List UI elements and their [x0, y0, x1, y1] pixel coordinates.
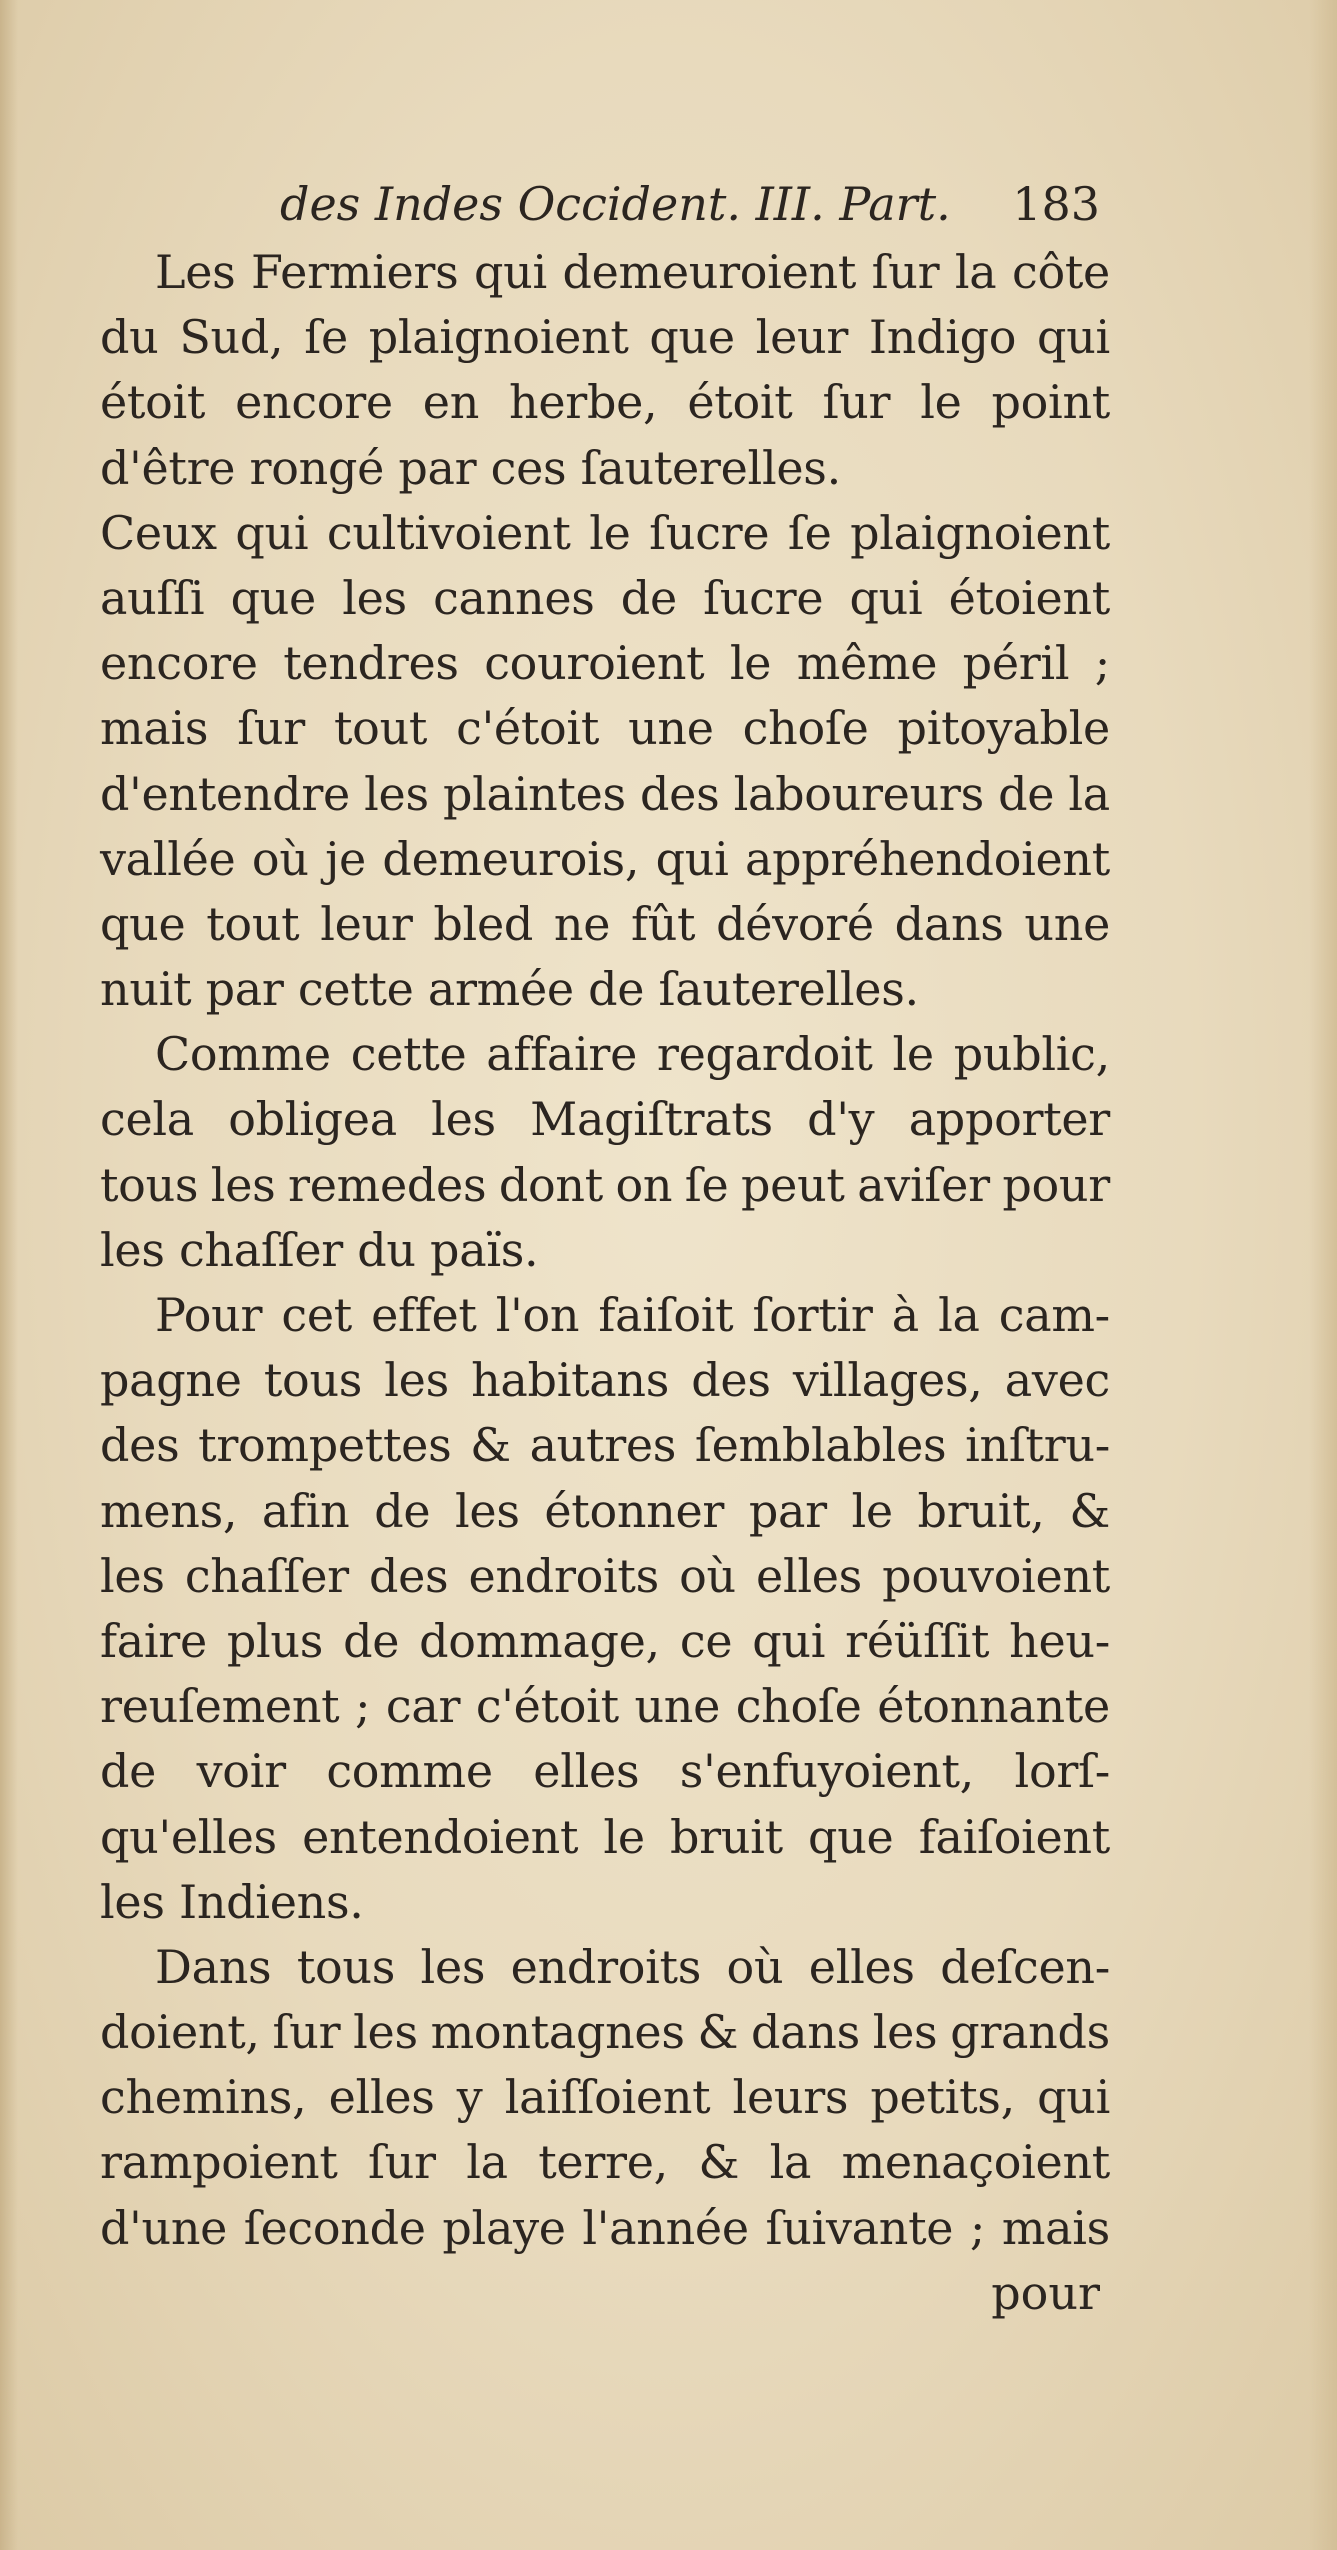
word: Ceux — [100, 505, 217, 560]
word: dommage, — [419, 1613, 660, 1668]
word: elles — [533, 1744, 640, 1799]
word: où — [726, 1939, 784, 1994]
word: endroits — [468, 1548, 659, 1603]
text-line — [100, 1609, 1110, 1674]
word: peut — [741, 1157, 845, 1212]
word: que — [649, 310, 735, 365]
word: Pour — [155, 1288, 263, 1342]
word: d'y — [807, 1092, 875, 1147]
word: Dans — [155, 1939, 272, 1994]
running-head — [100, 168, 1110, 240]
catchword — [100, 2261, 1110, 2326]
word: chemins, — [100, 2070, 307, 2125]
text-line — [100, 1479, 1110, 1544]
word: les — [100, 1548, 165, 1603]
word: elles — [328, 2070, 435, 2125]
word: qui — [1037, 310, 1110, 365]
word: grands — [950, 2005, 1110, 2060]
text-line: nuit par cette armée de ſauterelles. — [100, 962, 919, 1017]
word: afin — [261, 1483, 350, 1538]
word: laiſſoient — [504, 2070, 711, 2125]
word: ſeconde — [243, 2200, 426, 2255]
word: cette — [350, 1027, 467, 1082]
word: herbe, — [509, 375, 658, 430]
word: apporter — [908, 1092, 1110, 1147]
text-line — [100, 566, 1110, 631]
word: ſur — [822, 375, 891, 430]
word: ; — [1094, 636, 1110, 691]
word: dévoré — [716, 896, 874, 951]
word: entendoient — [302, 1809, 579, 1864]
body-text — [100, 240, 1110, 2261]
text-line — [100, 1544, 1110, 1609]
word: plaintes — [442, 766, 626, 821]
word: ne — [553, 896, 611, 951]
word: le — [589, 505, 631, 560]
word: ſucre — [703, 570, 824, 625]
word: péril — [962, 636, 1070, 691]
word: de — [998, 766, 1055, 821]
word: mais — [100, 701, 209, 756]
word: point — [991, 375, 1110, 430]
word: tout — [333, 701, 428, 756]
text-line — [100, 2000, 1110, 2065]
word: étoit — [687, 375, 793, 430]
word: Les — [155, 245, 236, 299]
word: affaire — [486, 1027, 638, 1082]
word: le — [892, 1027, 934, 1082]
word: on — [615, 1157, 673, 1212]
word: demeurois, — [382, 831, 640, 886]
word: mens, — [100, 1483, 238, 1538]
word: étonnante — [877, 1679, 1110, 1734]
text-line — [100, 1348, 1110, 1413]
word: ; — [355, 1679, 371, 1734]
word: bruit — [670, 1809, 783, 1864]
page-edge-left — [0, 0, 18, 2550]
word: encore — [235, 375, 393, 430]
word: auſſi — [100, 570, 205, 625]
word: qu'elles — [100, 1809, 277, 1864]
word: Indigo — [868, 310, 1017, 365]
word: d'entendre — [100, 766, 350, 821]
text-line: les Indiens. — [100, 1874, 364, 1929]
word: ſortir — [752, 1288, 873, 1342]
word: de — [620, 570, 677, 625]
word: & — [698, 2135, 740, 2190]
running-head-title: des Indes Occident. III. Part. — [280, 177, 951, 231]
word: avec — [1004, 1353, 1110, 1408]
word: mais — [1001, 2200, 1110, 2255]
catchword-text: pour — [991, 2265, 1100, 2320]
word: d'une — [100, 2200, 228, 2255]
word: la — [1068, 766, 1110, 821]
word: ſe — [304, 310, 348, 365]
word: tendres — [283, 636, 459, 691]
word: ſur — [237, 701, 305, 756]
word: montagnes — [430, 2005, 685, 2060]
word: dont — [498, 1157, 603, 1212]
word: où — [679, 1548, 736, 1603]
word: obligea — [228, 1092, 397, 1147]
word: les — [431, 1092, 496, 1147]
word: ſe — [787, 505, 832, 560]
word: faiſoit — [598, 1288, 734, 1342]
word: aviſer — [857, 1157, 990, 1212]
word: plaignoient — [850, 505, 1110, 560]
word: endroits — [510, 1939, 702, 1994]
word: dans — [750, 2005, 860, 2060]
word: leurs — [732, 2070, 849, 2125]
word: car — [385, 1679, 461, 1734]
page-number: 183 — [1012, 177, 1100, 231]
word: faiſoient — [918, 1809, 1110, 1864]
text-line — [100, 240, 1110, 305]
word: Comme — [155, 1027, 331, 1082]
word: elles — [808, 1939, 915, 1994]
word: tout — [206, 896, 300, 951]
word: qui — [1037, 2070, 1110, 2125]
text-line — [100, 2196, 1110, 2261]
word: couroient — [484, 636, 705, 691]
word: en — [422, 375, 480, 430]
text-line — [100, 1935, 1110, 2000]
text-line — [100, 631, 1110, 696]
word: ſur — [368, 2135, 436, 2190]
word: une — [634, 1679, 721, 1734]
word: playe — [442, 2200, 566, 2255]
word: doient, — [100, 2005, 260, 2060]
word: des — [640, 766, 720, 821]
word: les — [454, 1483, 520, 1538]
word: ce — [679, 1613, 733, 1668]
word: reuſement — [100, 1679, 340, 1734]
word: de — [374, 1483, 431, 1538]
word: la — [938, 1288, 980, 1342]
word: y — [456, 2070, 483, 2125]
word: regardoit — [656, 1027, 873, 1082]
word: laboureurs — [733, 766, 984, 821]
word: la — [954, 245, 997, 299]
word: remedes — [288, 1157, 487, 1212]
word: & — [470, 1418, 511, 1473]
word: & — [1069, 1483, 1110, 1538]
word: pouvoient — [882, 1548, 1110, 1603]
text-line — [100, 696, 1110, 761]
text-line — [100, 1153, 1110, 1218]
word: ſur — [871, 245, 940, 299]
word: habitans — [471, 1353, 670, 1408]
word: les — [353, 2005, 418, 2060]
word: côte — [1012, 245, 1110, 299]
word: la — [769, 2135, 812, 2190]
text-line — [100, 892, 1110, 957]
word: de — [343, 1613, 400, 1668]
word: les — [364, 766, 429, 821]
word: les — [872, 2005, 938, 2060]
word: chaſſer — [184, 1548, 349, 1603]
word: terre, — [538, 2135, 668, 2190]
word: & — [697, 2005, 739, 2060]
word: ſur — [272, 2005, 341, 2060]
word: de — [100, 1744, 157, 1799]
word: effet — [371, 1288, 477, 1342]
word: bled — [433, 896, 534, 951]
text-line — [100, 1413, 1110, 1478]
text-line — [100, 1022, 1110, 1087]
word: public, — [953, 1027, 1110, 1082]
word: le — [851, 1483, 893, 1538]
word: choſe — [735, 1679, 862, 1734]
word: des — [368, 1548, 449, 1603]
word: réüſſit — [845, 1613, 990, 1668]
word: dans — [894, 896, 1004, 951]
word: autres — [529, 1418, 677, 1473]
word: cam- — [998, 1288, 1110, 1342]
text-block — [100, 168, 1110, 2326]
word: Fermiers — [251, 245, 459, 299]
word: vallée — [100, 831, 236, 886]
text-line — [100, 305, 1110, 370]
word: c'étoit — [456, 701, 600, 756]
word: par — [748, 1483, 827, 1538]
word: inſtru- — [965, 1418, 1110, 1473]
word: heu- — [1009, 1613, 1110, 1668]
word: menaçoient — [841, 2135, 1110, 2190]
word: comme — [326, 1744, 493, 1799]
text-line — [100, 2065, 1110, 2130]
text-line — [100, 1739, 1110, 1804]
word: fût — [630, 896, 696, 951]
text-line — [100, 501, 1110, 566]
word: étoient — [948, 570, 1110, 625]
word: demeuroient — [562, 245, 857, 299]
word: l'année — [582, 2200, 749, 2255]
word: à — [891, 1288, 919, 1342]
text-line: les chaſſer du païs. — [100, 1222, 539, 1277]
word: Sud, — [179, 310, 284, 365]
word: une — [628, 701, 714, 756]
word: même — [796, 636, 938, 691]
word: appréhendoient — [744, 831, 1110, 886]
word: je — [325, 831, 366, 886]
word: petits, — [870, 2070, 1015, 2125]
word: une — [1024, 896, 1110, 951]
word: s'enfuyoient, — [679, 1744, 974, 1799]
word: que — [100, 896, 186, 951]
text-line — [100, 1674, 1110, 1739]
word: voir — [196, 1744, 286, 1799]
word: Magiſtrats — [530, 1092, 773, 1147]
word: les — [342, 570, 407, 625]
word: faire — [100, 1613, 207, 1668]
word: ; — [969, 2200, 986, 2255]
text-line — [100, 2130, 1110, 2195]
word: rampoient — [100, 2135, 338, 2190]
word: les — [210, 1157, 276, 1212]
word: elles — [756, 1548, 862, 1603]
word: choſe — [742, 701, 869, 756]
word: plus — [226, 1613, 324, 1668]
word: qui — [235, 505, 309, 560]
word: encore — [100, 636, 258, 691]
word: leur — [320, 896, 413, 951]
text-line — [100, 1087, 1110, 1152]
word: les — [420, 1939, 486, 1994]
word: le — [603, 1809, 645, 1864]
word: bruit, — [917, 1483, 1045, 1538]
word: trompettes — [198, 1418, 452, 1473]
word: leur — [755, 310, 849, 365]
word: étonner — [544, 1483, 725, 1538]
word: où — [251, 831, 309, 886]
word: ſemblables — [694, 1418, 947, 1473]
word: c'étoit — [475, 1679, 619, 1734]
word: que — [230, 570, 316, 625]
word: cela — [100, 1092, 194, 1147]
text-line — [100, 827, 1110, 892]
word: pagne — [100, 1353, 242, 1408]
word: le — [920, 375, 962, 430]
text-line — [100, 1805, 1110, 1870]
text-line: d'être rongé par ces ſauterelles. — [100, 440, 841, 495]
word: ſucre — [649, 505, 770, 560]
word: tous — [100, 1157, 199, 1212]
word: cet — [281, 1288, 352, 1342]
word: pour — [1002, 1157, 1110, 1212]
word: la — [466, 2135, 508, 2190]
word: étoit — [100, 375, 206, 430]
word: lorſ- — [1014, 1744, 1110, 1799]
page-edge-right — [1309, 0, 1337, 2550]
word: plaignoient — [368, 310, 629, 365]
word: pitoyable — [897, 701, 1110, 756]
text-line — [100, 1283, 1110, 1348]
word: les — [384, 1353, 449, 1408]
word: qui — [752, 1613, 826, 1668]
word: l'on — [495, 1288, 580, 1342]
text-line — [100, 762, 1110, 827]
word: deſcen- — [940, 1939, 1110, 1994]
word: des — [691, 1353, 771, 1408]
word: que — [808, 1809, 894, 1864]
word: cannes — [433, 570, 595, 625]
word: qui — [473, 245, 547, 299]
word: villages, — [792, 1353, 983, 1408]
word: tous — [296, 1939, 396, 1994]
word: ſe — [684, 1157, 729, 1212]
word: qui — [655, 831, 729, 886]
word: le — [729, 636, 772, 691]
word: des — [100, 1418, 180, 1473]
text-line — [100, 370, 1110, 435]
word: ſuivante — [765, 2200, 954, 2255]
word: du — [100, 310, 159, 365]
word: cultivoient — [326, 505, 571, 560]
word: qui — [849, 570, 923, 625]
word: tous — [263, 1353, 363, 1408]
